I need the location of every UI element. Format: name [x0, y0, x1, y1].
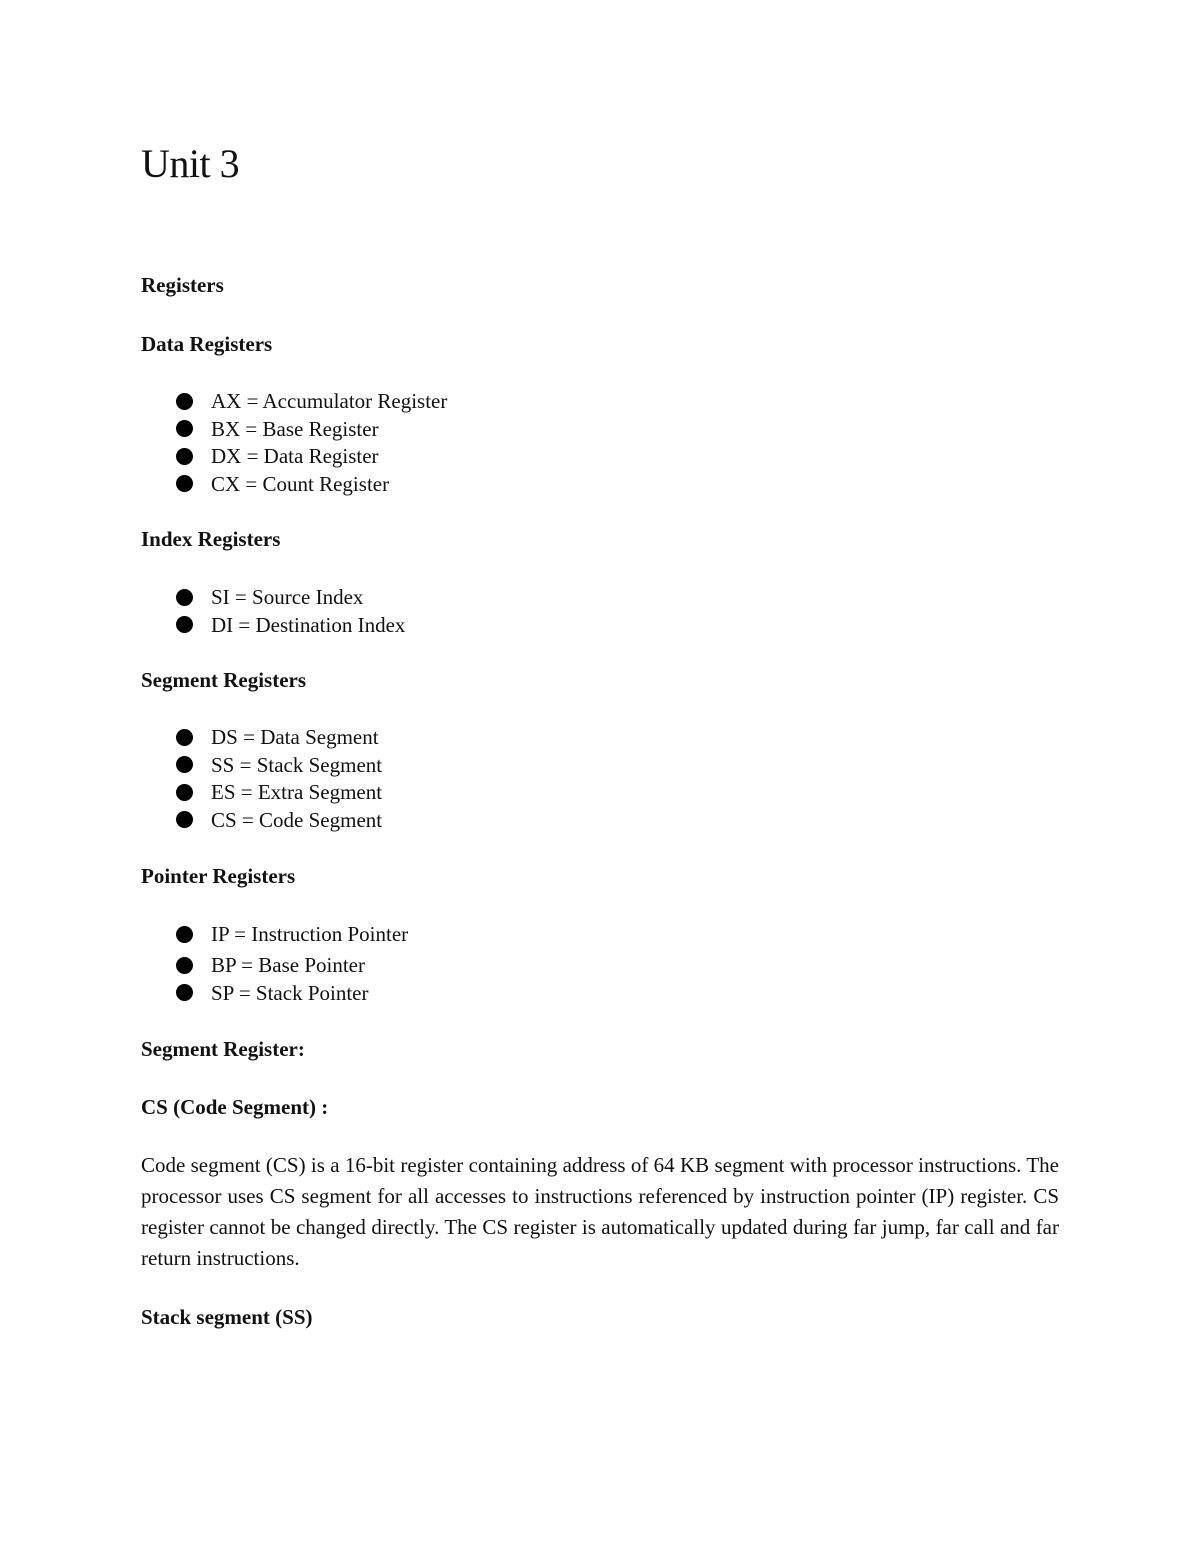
page-title: Unit 3 [141, 141, 240, 186]
bullet-icon [176, 926, 193, 943]
bullet-icon [176, 393, 193, 410]
cs-heading: CS (Code Segment) : [141, 1095, 329, 1119]
list-item-text: IP = Instruction Pointer [211, 922, 409, 946]
cs-paragraph: Code segment (CS) is a 16-bit register containing address of 64 KB segment with processor instructions. The processor uses CS segment for all accesses to instructions referenced by instruction pointer (IP) register. CS register cannot be changed directly. The CS register is automatically updated during far jump, far call and far return instructions. [141, 1153, 1059, 1270]
bullet-icon [176, 729, 193, 746]
list-item-text: SP = Stack Pointer [211, 980, 369, 1005]
segment-register-heading: Segment Register: [141, 1037, 305, 1061]
bullet-icon [176, 475, 193, 492]
index-registers-heading: Index Registers [141, 527, 281, 551]
list-item-text: BX = Base Register [211, 416, 379, 441]
list-item [176, 612, 405, 640]
list-item-text: ES = Extra Segment [211, 780, 383, 804]
list-item [176, 416, 447, 444]
bullet-icon [176, 784, 193, 801]
bullet-icon [176, 589, 193, 606]
bullet-icon [176, 811, 193, 828]
bullet-icon [176, 448, 193, 465]
list-item [176, 752, 382, 780]
list-item-text: CS = Code Segment [211, 807, 383, 832]
list-item [176, 388, 447, 416]
data-registers-list [176, 388, 447, 498]
list-item-text: AX = Accumulator Register [211, 389, 448, 413]
index-registers-list [176, 584, 405, 639]
list-item-text: DS = Data Segment [211, 725, 379, 749]
list-item-text: DI = Destination Index [211, 612, 406, 637]
segment-registers-list [176, 724, 382, 834]
list-item [176, 807, 382, 835]
list-item [176, 980, 408, 1008]
list-item-text: BP = Base Pointer [211, 953, 365, 977]
list-item [176, 952, 408, 980]
data-registers-heading: Data Registers [141, 332, 273, 356]
bullet-icon [176, 616, 193, 633]
list-item [176, 443, 447, 471]
bullet-icon [176, 756, 193, 773]
list-item-text: CX = Count Register [211, 471, 390, 496]
bullet-icon [176, 984, 193, 1001]
list-item-text: SI = Source Index [211, 585, 364, 609]
pointer-registers-heading: Pointer Registers [141, 864, 296, 888]
ss-heading: Stack segment (SS) [141, 1305, 313, 1329]
list-item-text: DX = Data Register [211, 444, 379, 468]
list-item [176, 584, 405, 612]
bullet-icon [176, 420, 193, 437]
registers-heading: Registers [141, 273, 224, 297]
bullet-icon [176, 957, 193, 974]
pointer-registers-list [176, 920, 408, 1007]
list-item [176, 779, 382, 807]
list-item [176, 724, 382, 752]
segment-registers-heading: Segment Registers [141, 668, 307, 692]
list-item [176, 471, 447, 499]
list-item-text: SS = Stack Segment [211, 752, 383, 777]
list-item [176, 920, 408, 952]
